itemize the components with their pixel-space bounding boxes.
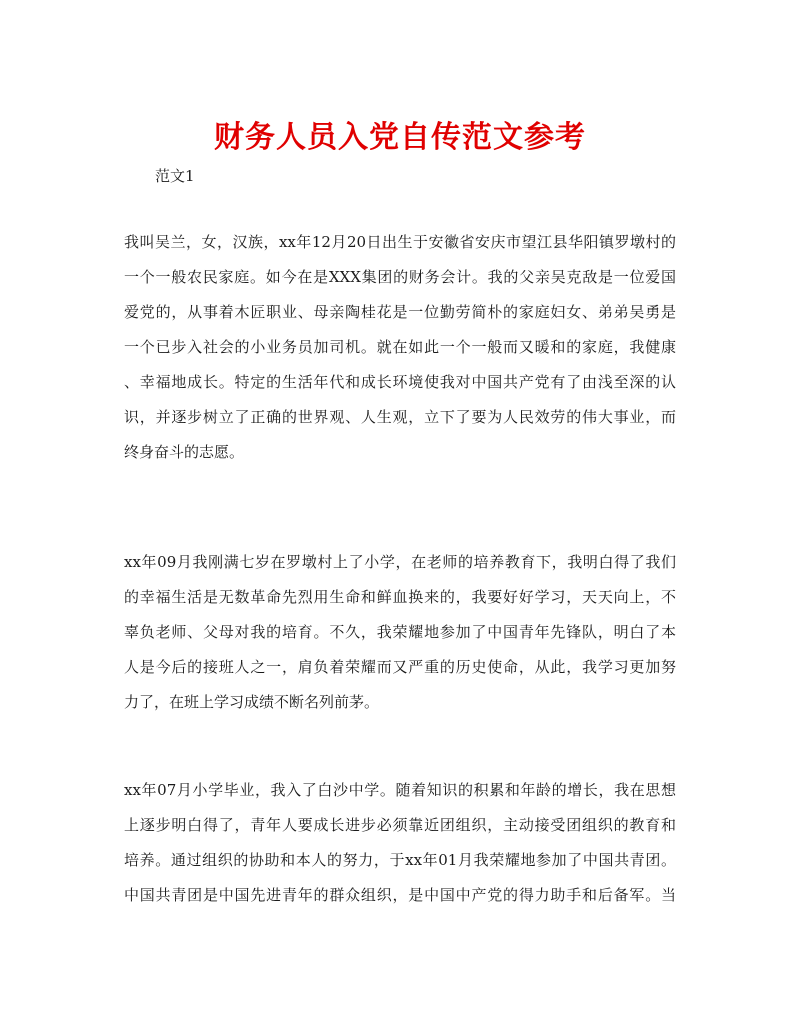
paragraph-line: 力了，在班上学习成绩不断名列前茅。 [124,693,380,711]
paragraph-2 [124,545,676,720]
paragraph-line: 爱党的，从事着木匠职业、母亲陶桂花是一位勤劳简朴的家庭妇女、弟弟吴勇是 [124,303,676,321]
paragraph-line: 辜负老师、父母对我的培育。不久，我荣耀地参加了中国青年先锋队，明白了本 [124,623,676,641]
document-title: 财务人员入党自传范文参考 [214,120,586,155]
paragraph-line: 识，并逐步树立了正确的世界观、人生观，立下了要为人民效劳的伟大事业，而 [124,408,676,426]
paragraph-line: 人是今后的接班人之一，肩负着荣耀而又严重的历史使命，从此，我学习更加努 [124,658,676,676]
paragraph-line: 、幸福地成长。特定的生活年代和成长环境使我对中国共产党有了由浅至深的认 [124,373,676,391]
paragraph-line: 我叫吴兰，女，汉族，xx年12月20日出生于安徽省安庆市望江县华阳镇罗墩村的 [124,233,676,251]
paragraph-line: 一个已步入社会的小业务员加司机。就在如此一个一般而又暖和的家庭，我健康 [124,338,676,356]
paragraph-line: xx年07月小学毕业，我入了白沙中学。随着知识的积累和年龄的增长，我在思想 [124,781,676,799]
document-subtitle: 范文1 [155,167,195,185]
paragraph-3 [124,773,676,913]
paragraph-line: 培养。通过组织的协助和本人的努力，于xx年01月我荣耀地参加了中国共青团。 [124,851,676,869]
paragraph-line: xx年09月我刚满七岁在罗墩村上了小学，在老师的培养教育下，我明白得了我们 [124,553,676,571]
paragraph-line: 中国共青团是中国先进青年的群众组织，是中国中产党的得力助手和后备军。当 [124,886,676,904]
paragraph-line: 上逐步明白得了，青年人要成长进步必须靠近团组织，主动接受团组织的教育和 [124,816,676,834]
paragraph-line: 终身奋斗的志愿。 [124,443,245,461]
paragraph-1 [124,225,676,470]
paragraph-line: 的幸福生活是无数革命先烈用生命和鲜血换来的，我要好好学习，天天向上，不 [124,588,676,606]
paragraph-line: 一个一般农民家庭。如今在是XXX集团的财务会计。我的父亲吴克敌是一位爱国 [124,268,676,286]
